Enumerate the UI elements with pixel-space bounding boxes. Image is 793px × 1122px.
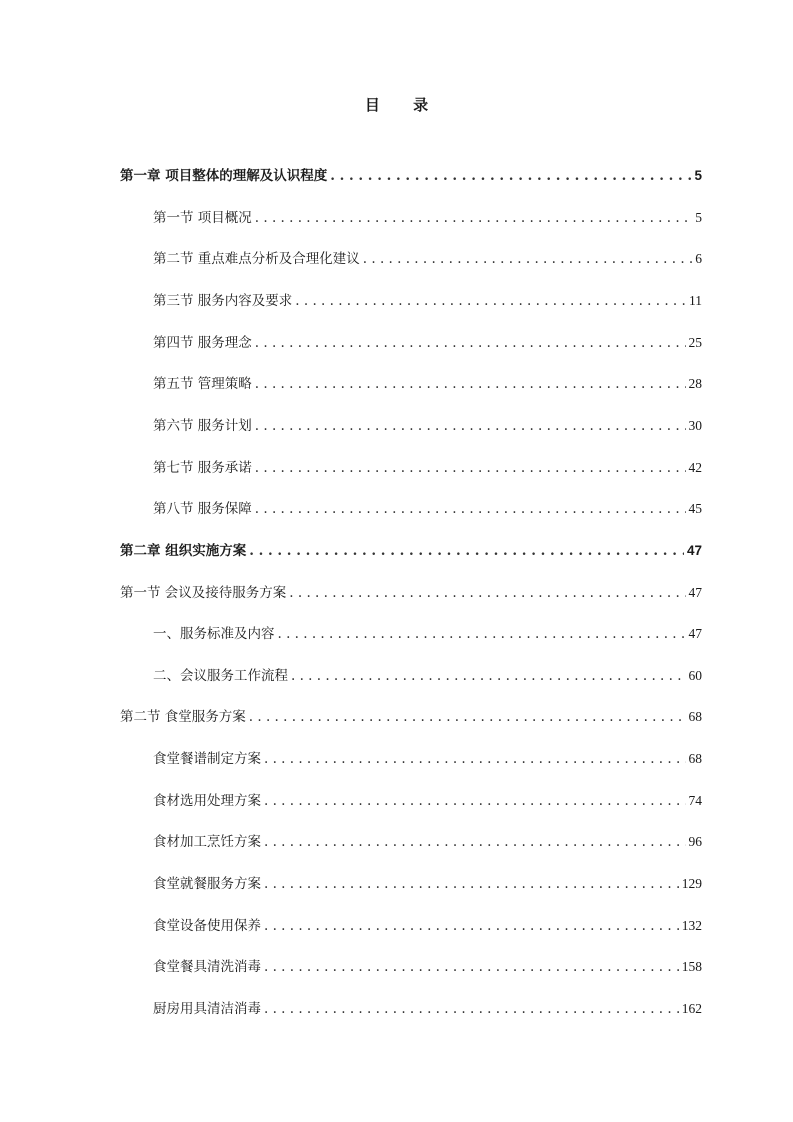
toc-page-number: 68 xyxy=(688,709,702,725)
toc-dot-leader xyxy=(264,831,686,853)
toc-page-number: 132 xyxy=(681,917,702,933)
toc-section-entry[interactable] xyxy=(153,956,702,978)
toc-section-entry[interactable] xyxy=(153,623,702,645)
toc-dot-leader xyxy=(363,248,692,270)
toc-entry-title: 第一节 项目概况 xyxy=(153,209,252,226)
toc-page-number: 28 xyxy=(688,376,702,392)
toc-dot-leader xyxy=(264,956,679,978)
toc-entry-title: 食堂就餐服务方案 xyxy=(153,876,261,893)
toc-page-number: 68 xyxy=(688,751,702,767)
toc-entry-title: 第二节 重点难点分析及合理化建议 xyxy=(153,251,360,268)
toc-page-number: 129 xyxy=(681,876,702,892)
toc-dot-leader xyxy=(255,207,692,229)
toc-entry-title: 食材加工烹饪方案 xyxy=(153,834,261,851)
toc-page-number: 11 xyxy=(689,292,702,308)
toc-dot-leader xyxy=(278,623,686,645)
toc-dot-leader xyxy=(264,790,686,812)
toc-entry-title: 第二章 组织实施方案 xyxy=(120,542,247,559)
toc-page-number: 162 xyxy=(681,1001,702,1016)
page-title: 目 录 xyxy=(364,96,443,114)
toc-page-number: 96 xyxy=(688,834,702,850)
toc-dot-leader xyxy=(255,332,686,354)
toc-entry-title: 厨房用具清洁消毒 xyxy=(153,1001,261,1017)
toc-entry-title: 第一章 项目整体的理解及认识程度 xyxy=(120,168,328,184)
toc-page-number: 45 xyxy=(688,501,702,517)
toc-section-entry[interactable] xyxy=(153,290,702,312)
toc-dot-leader xyxy=(291,665,686,687)
toc-section-entry[interactable] xyxy=(153,915,702,937)
toc-chapter-entry[interactable] xyxy=(120,165,702,187)
toc-page-number: 5 xyxy=(694,168,702,183)
toc-page-number: 60 xyxy=(688,667,702,683)
toc-entry-title: 第五节 管理策略 xyxy=(153,376,252,393)
toc-section-entry[interactable] xyxy=(153,248,702,270)
toc-section-entry[interactable] xyxy=(153,831,702,853)
toc-dot-leader xyxy=(264,915,679,937)
toc-page-number: 5 xyxy=(695,209,702,225)
toc-page-number: 47 xyxy=(688,584,702,600)
toc-dot-leader xyxy=(255,457,686,479)
toc-section-entry[interactable] xyxy=(153,415,702,437)
toc-section-entry[interactable] xyxy=(153,998,702,1020)
toc-section-entry[interactable] xyxy=(153,873,702,895)
toc-page-number: 47 xyxy=(688,626,702,642)
toc-page-number: 74 xyxy=(688,792,702,808)
toc-section-entry[interactable] xyxy=(153,665,702,687)
toc-entry-title: 第八节 服务保障 xyxy=(153,501,252,518)
toc-entry-title: 食堂设备使用保养 xyxy=(153,917,261,934)
toc-entry-title: 食堂餐谱制定方案 xyxy=(153,751,261,768)
toc-entry-title: 第三节 服务内容及要求 xyxy=(153,292,293,309)
toc-entry-title: 第四节 服务理念 xyxy=(153,334,252,351)
toc-section-entry[interactable] xyxy=(120,582,702,604)
toc-entry-title: 第二节 食堂服务方案 xyxy=(120,709,246,726)
toc-dot-leader xyxy=(264,748,686,770)
toc-dot-leader xyxy=(289,582,685,604)
toc-entry-title: 第七节 服务承诺 xyxy=(153,459,252,476)
toc-dot-leader xyxy=(264,873,679,895)
toc-dot-leader xyxy=(249,540,684,562)
toc-entry-title: 食材选用处理方案 xyxy=(153,792,261,809)
toc-section-entry[interactable] xyxy=(153,790,702,812)
toc-dot-leader xyxy=(330,165,691,187)
toc-entry-title: 第六节 服务计划 xyxy=(153,417,252,434)
toc-dot-leader xyxy=(255,373,686,395)
toc-page-number: 47 xyxy=(686,542,702,558)
toc-dot-leader xyxy=(295,290,686,312)
toc-entry-title: 一、服务标准及内容 xyxy=(153,626,275,643)
toc-entry-title: 二、会议服务工作流程 xyxy=(153,667,288,684)
toc-page-number: 42 xyxy=(688,459,702,475)
toc-section-entry[interactable] xyxy=(153,457,702,479)
toc-dot-leader xyxy=(255,498,686,520)
toc-dot-leader xyxy=(249,706,686,728)
toc-page-number: 25 xyxy=(688,334,702,350)
toc-page-number: 158 xyxy=(681,959,702,975)
toc-section-entry[interactable] xyxy=(153,373,702,395)
toc-section-entry[interactable] xyxy=(153,498,702,520)
toc-chapter-entry[interactable] xyxy=(120,540,702,562)
toc-section-entry[interactable] xyxy=(120,706,702,728)
toc-section-entry[interactable] xyxy=(153,332,702,354)
toc-dot-leader xyxy=(255,415,686,437)
toc-section-entry[interactable] xyxy=(153,207,702,229)
toc-entry-title: 食堂餐具清洗消毒 xyxy=(153,959,261,976)
toc-page-number: 30 xyxy=(688,417,702,433)
toc-entry-title: 第一节 会议及接待服务方案 xyxy=(120,584,287,601)
toc-page-number: 6 xyxy=(695,251,702,267)
toc-section-entry[interactable] xyxy=(153,748,702,770)
toc-dot-leader xyxy=(264,998,679,1020)
